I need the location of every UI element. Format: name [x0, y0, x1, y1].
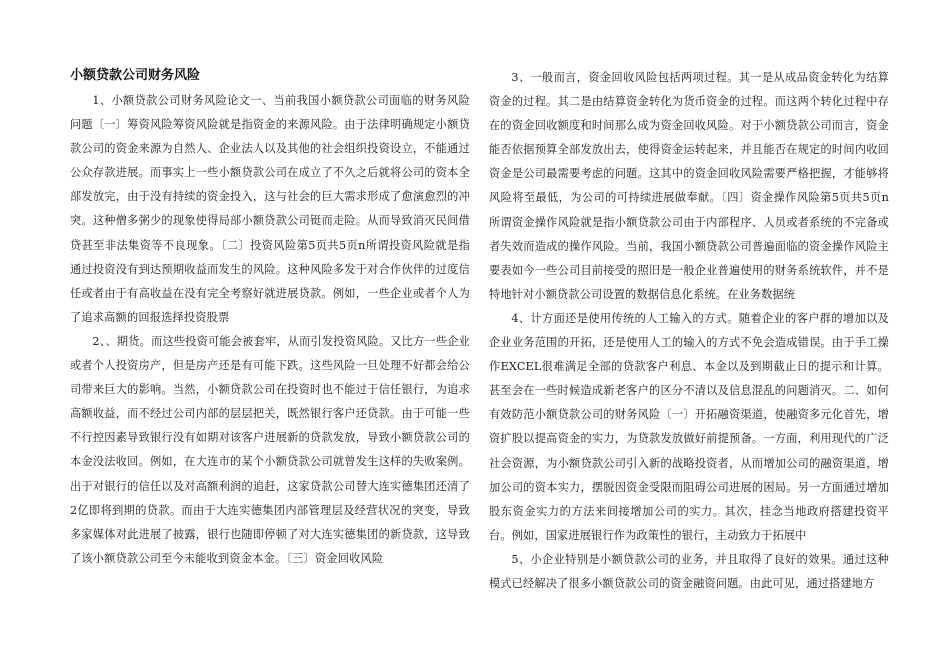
right-column [489, 66, 889, 596]
paragraph: 3、一般而言，资金回收风险包括两项过程。其一是从成品资金转化为结算资金的过程。其二是由结算资金转化为货币资金的过程。而这两个转化过程中存在的资金回收额度和时间那么成为资金回收风险。对于小额贷款公司而言，资金能否依据预算全部发放出去，使得资金运转起来，并且能否在规定的时间内收回资金是公司最需要考虑的问题。这其中的资金回收风险需要严格把握，才能够将风险将至最低，为公司的可持续进展做奉献。〔四〕资金操作风险第5页共5页n所谓资金操作风险就是指小额贷款公司由于内部程序、人员或者系统的不完备或者失效而造成的操作风险。当前，我国小额贷款公司普遍面临的资金操作风险主要表如今一些公司目前接受的照旧是一般企业普遍使用的财务系统软件，并不是特地针对小额贷款公司设置的数据信息化系统。在业务数据统 [489, 71, 889, 301]
paragraph: 4、计方面还是使用传统的人工输入的方式。随着企业的客户群的增加以及企业业务范围的开拓，还是使用人工的输入的方式不免会造成错误。由于手工操作EXCEL很难满足全部的贷款客户利息、本金以及到期截止日的提示和计算。甚至会在一些时候造成新老客户的区分不清以及信息混乱的问题消灭。二、如何有效防范小额贷款公司的财务风险〔一〕开拓融资渠道，使融资多元化首先，增资扩股以提高资金的实力，为贷款发放做好前提预备。一方面，利用现代的广泛社会资源，为小额贷款公司引入新的战略投资者，从而增加公司的融资渠道，增加公司的资本实力，摆脱因资金受限而阻碍公司进展的困局。另一方面通过增加股东资金实力的方法来间接增加公司的实力。其次，挂念当地政府搭建投资平台。例如，国家进展银行作为政策性的银行，主动致力于拓展中 [489, 311, 889, 542]
paragraph: 1、小额贷款公司财务风险论文一、当前我国小额贷款公司面临的财务风险问题〔一〕筹资风险筹资风险就是指资金的来源风险。由于法律明确规定小额贷款公司的资金来源为自然人、企业法人以及其他的社会组织投资设立，不能通过公众存款进展。而事实上一些小额贷款公司在成立了不久之后就将公司的资本全部发放完，由于没有持续的资金投入，这与社会的巨大需求形成了愈演愈烈的冲突。这种僧多粥少的现象使得局部小额贷款公司铤而走险。从而导致消灭民间借贷甚至非法集资等不良现象。〔二〕投资风险第5页共5页n所谓投资风险就是指通过投资没有到达预期收益而发生的风险。这种风险多发于对合作伙伴的过度信任或者由于有高收益在没有完全考察好就进展贷款。例如，一些企业或者个人为了追求高额的回报选择投资股票 [70, 94, 470, 324]
paragraph: 2、、期货。而这些投资可能会被套牢，从而引发投资风险。又比方一些企业或者个人投资房产，但是房产还是有可能下跌。这些风险一旦处理不好都会给公司带来巨大的影响。当然，小额贷款公司在投资时也不能过于信任银行，为追求高额收益，而不经过公司内部的层层把关，既然银行客户还贷款。由于可能一些不行控因素导致银行没有如期对该客户进展新的贷款发放，导致小额贷款公司的本金没法收回。例如，在大连市的某个小额贷款公司就曾发生这样的失败案例。出于对银行的信任以及对高额利润的追赶，这家贷款公司替大连实德集团还清了2亿即将到期的贷款。而由于大连实德集团内部管理层及经营状况的突变，导致多家媒体对此进展了披露，银行也随即停顿了对大连实德集团的新贷款，这导致了该小额贷款公司至今未能收到资金本金。〔三〕资金回收风险 [70, 334, 470, 565]
document-title: 小额贷款公司财务风险 [70, 68, 201, 83]
left-column [70, 66, 470, 571]
paragraph: 5、小企业特别是小额贷款公司的业务，并且取得了良好的效果。通过这种模式已经解决了很多小额贷款公司的资金融资问题。由此可见，通过搭建地方 [489, 552, 889, 590]
